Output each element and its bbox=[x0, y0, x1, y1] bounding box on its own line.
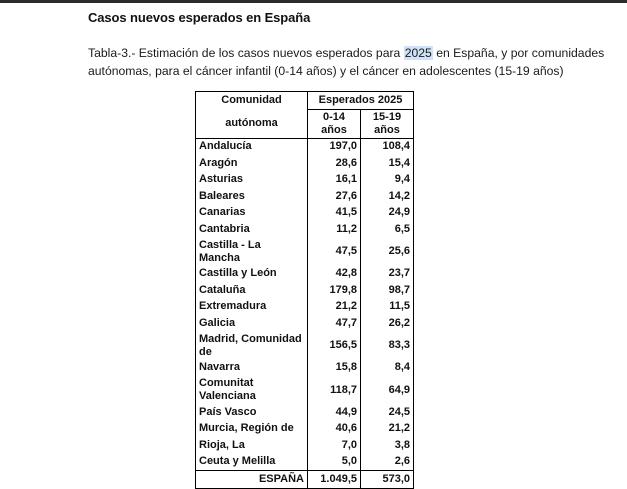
table-body bbox=[196, 138, 414, 488]
table-row bbox=[196, 376, 414, 404]
window-top-bar bbox=[0, 0, 627, 3]
table-header-row-1 bbox=[196, 92, 414, 110]
table-row bbox=[196, 360, 414, 377]
value-0-14-cell: 7,0 bbox=[308, 437, 361, 454]
value-0-14-cell: 40,6 bbox=[308, 421, 361, 438]
value-15-19-cell: 2,6 bbox=[361, 454, 414, 471]
value-0-14-cell: 118,7 bbox=[308, 376, 361, 404]
value-15-19-cell: 64,9 bbox=[361, 376, 414, 404]
table-row bbox=[196, 221, 414, 238]
table-row bbox=[196, 454, 414, 471]
table-row bbox=[196, 205, 414, 222]
community-name-cell: Madrid, Comunidad de bbox=[196, 332, 308, 360]
community-name-cell: Navarra bbox=[196, 360, 308, 377]
value-0-14-cell: 44,9 bbox=[308, 404, 361, 421]
value-15-19-cell: 8,4 bbox=[361, 360, 414, 377]
value-0-14-cell: 47,7 bbox=[308, 315, 361, 332]
value-0-14-cell: 47,5 bbox=[308, 238, 361, 266]
community-name-cell: Comunitat Valenciana bbox=[196, 376, 308, 404]
community-name-cell: Castilla y León bbox=[196, 266, 308, 283]
value-15-19-cell: 83,3 bbox=[361, 332, 414, 360]
community-name-cell: Cataluña bbox=[196, 282, 308, 299]
table-row bbox=[196, 238, 414, 266]
community-name-cell: Ceuta y Melilla bbox=[196, 454, 308, 471]
community-name-cell: Castilla - La Mancha bbox=[196, 238, 308, 266]
value-0-14-cell: 16,1 bbox=[308, 172, 361, 189]
community-name-cell: Baleares bbox=[196, 188, 308, 205]
table-row bbox=[196, 404, 414, 421]
community-name-cell: Andalucía bbox=[196, 138, 308, 155]
value-15-19-cell: 14,2 bbox=[361, 188, 414, 205]
table-row bbox=[196, 437, 414, 454]
value-0-14-cell: 5,0 bbox=[308, 454, 361, 471]
header-age-15-19: 15-19 años bbox=[361, 109, 414, 138]
caption-text-after: en España, y por comunidades autónomas, para el cáncer infantil (0-14 años) y el cáncer en adolescentes (15-19 años) bbox=[88, 46, 605, 78]
caption-year-highlight: 2025 bbox=[404, 46, 432, 60]
section-title: Casos nuevos esperados en España bbox=[88, 10, 311, 25]
value-15-19-cell: 9,4 bbox=[361, 172, 414, 189]
caption-text-before: Tabla-3.- Estimación de los casos nuevos esperados para bbox=[88, 46, 404, 60]
table-row bbox=[196, 155, 414, 172]
header-community-line1: Comunidad bbox=[196, 92, 308, 110]
table-row bbox=[196, 315, 414, 332]
community-name-cell: Cantabria bbox=[196, 221, 308, 238]
table-row bbox=[196, 421, 414, 438]
value-0-14-cell: 156,5 bbox=[308, 332, 361, 360]
table-row bbox=[196, 188, 414, 205]
value-0-14-cell: 15,8 bbox=[308, 360, 361, 377]
value-15-19-cell: 15,4 bbox=[361, 155, 414, 172]
value-0-14-cell: 197,0 bbox=[308, 138, 361, 155]
total-name-cell: ESPAÑA bbox=[196, 471, 308, 489]
table-row bbox=[196, 299, 414, 316]
community-name-cell: Extremadura bbox=[196, 299, 308, 316]
value-0-14-cell: 179,8 bbox=[308, 282, 361, 299]
value-0-14-cell: 28,6 bbox=[308, 155, 361, 172]
total-15-19-cell: 573,0 bbox=[361, 471, 414, 489]
table-row bbox=[196, 282, 414, 299]
value-0-14-cell: 11,2 bbox=[308, 221, 361, 238]
value-15-19-cell: 25,6 bbox=[361, 238, 414, 266]
header-community-line2: autónoma bbox=[196, 109, 308, 138]
value-15-19-cell: 23,7 bbox=[361, 266, 414, 283]
cases-table bbox=[195, 91, 414, 489]
table-row bbox=[196, 266, 414, 283]
value-15-19-cell: 3,8 bbox=[361, 437, 414, 454]
value-0-14-cell: 42,8 bbox=[308, 266, 361, 283]
value-15-19-cell: 6,5 bbox=[361, 221, 414, 238]
value-15-19-cell: 11,5 bbox=[361, 299, 414, 316]
table-row bbox=[196, 332, 414, 360]
table-header-row-2 bbox=[196, 109, 414, 138]
value-0-14-cell: 41,5 bbox=[308, 205, 361, 222]
value-15-19-cell: 24,9 bbox=[361, 205, 414, 222]
table-total-row bbox=[196, 471, 414, 489]
table-caption bbox=[88, 44, 608, 80]
community-name-cell: Canarias bbox=[196, 205, 308, 222]
value-15-19-cell: 21,2 bbox=[361, 421, 414, 438]
value-15-19-cell: 26,2 bbox=[361, 315, 414, 332]
community-name-cell: Asturias bbox=[196, 172, 308, 189]
table-row bbox=[196, 172, 414, 189]
community-name-cell: País Vasco bbox=[196, 404, 308, 421]
table-row bbox=[196, 138, 414, 155]
header-group-expected: Esperados 2025 bbox=[308, 92, 414, 110]
value-0-14-cell: 27,6 bbox=[308, 188, 361, 205]
community-name-cell: Aragón bbox=[196, 155, 308, 172]
total-0-14-cell: 1.049,5 bbox=[308, 471, 361, 489]
community-name-cell: Murcia, Región de bbox=[196, 421, 308, 438]
value-15-19-cell: 98,7 bbox=[361, 282, 414, 299]
community-name-cell: Rioja, La bbox=[196, 437, 308, 454]
value-15-19-cell: 24,5 bbox=[361, 404, 414, 421]
header-age-0-14: 0-14 años bbox=[308, 109, 361, 138]
value-15-19-cell: 108,4 bbox=[361, 138, 414, 155]
value-0-14-cell: 21,2 bbox=[308, 299, 361, 316]
community-name-cell: Galicia bbox=[196, 315, 308, 332]
